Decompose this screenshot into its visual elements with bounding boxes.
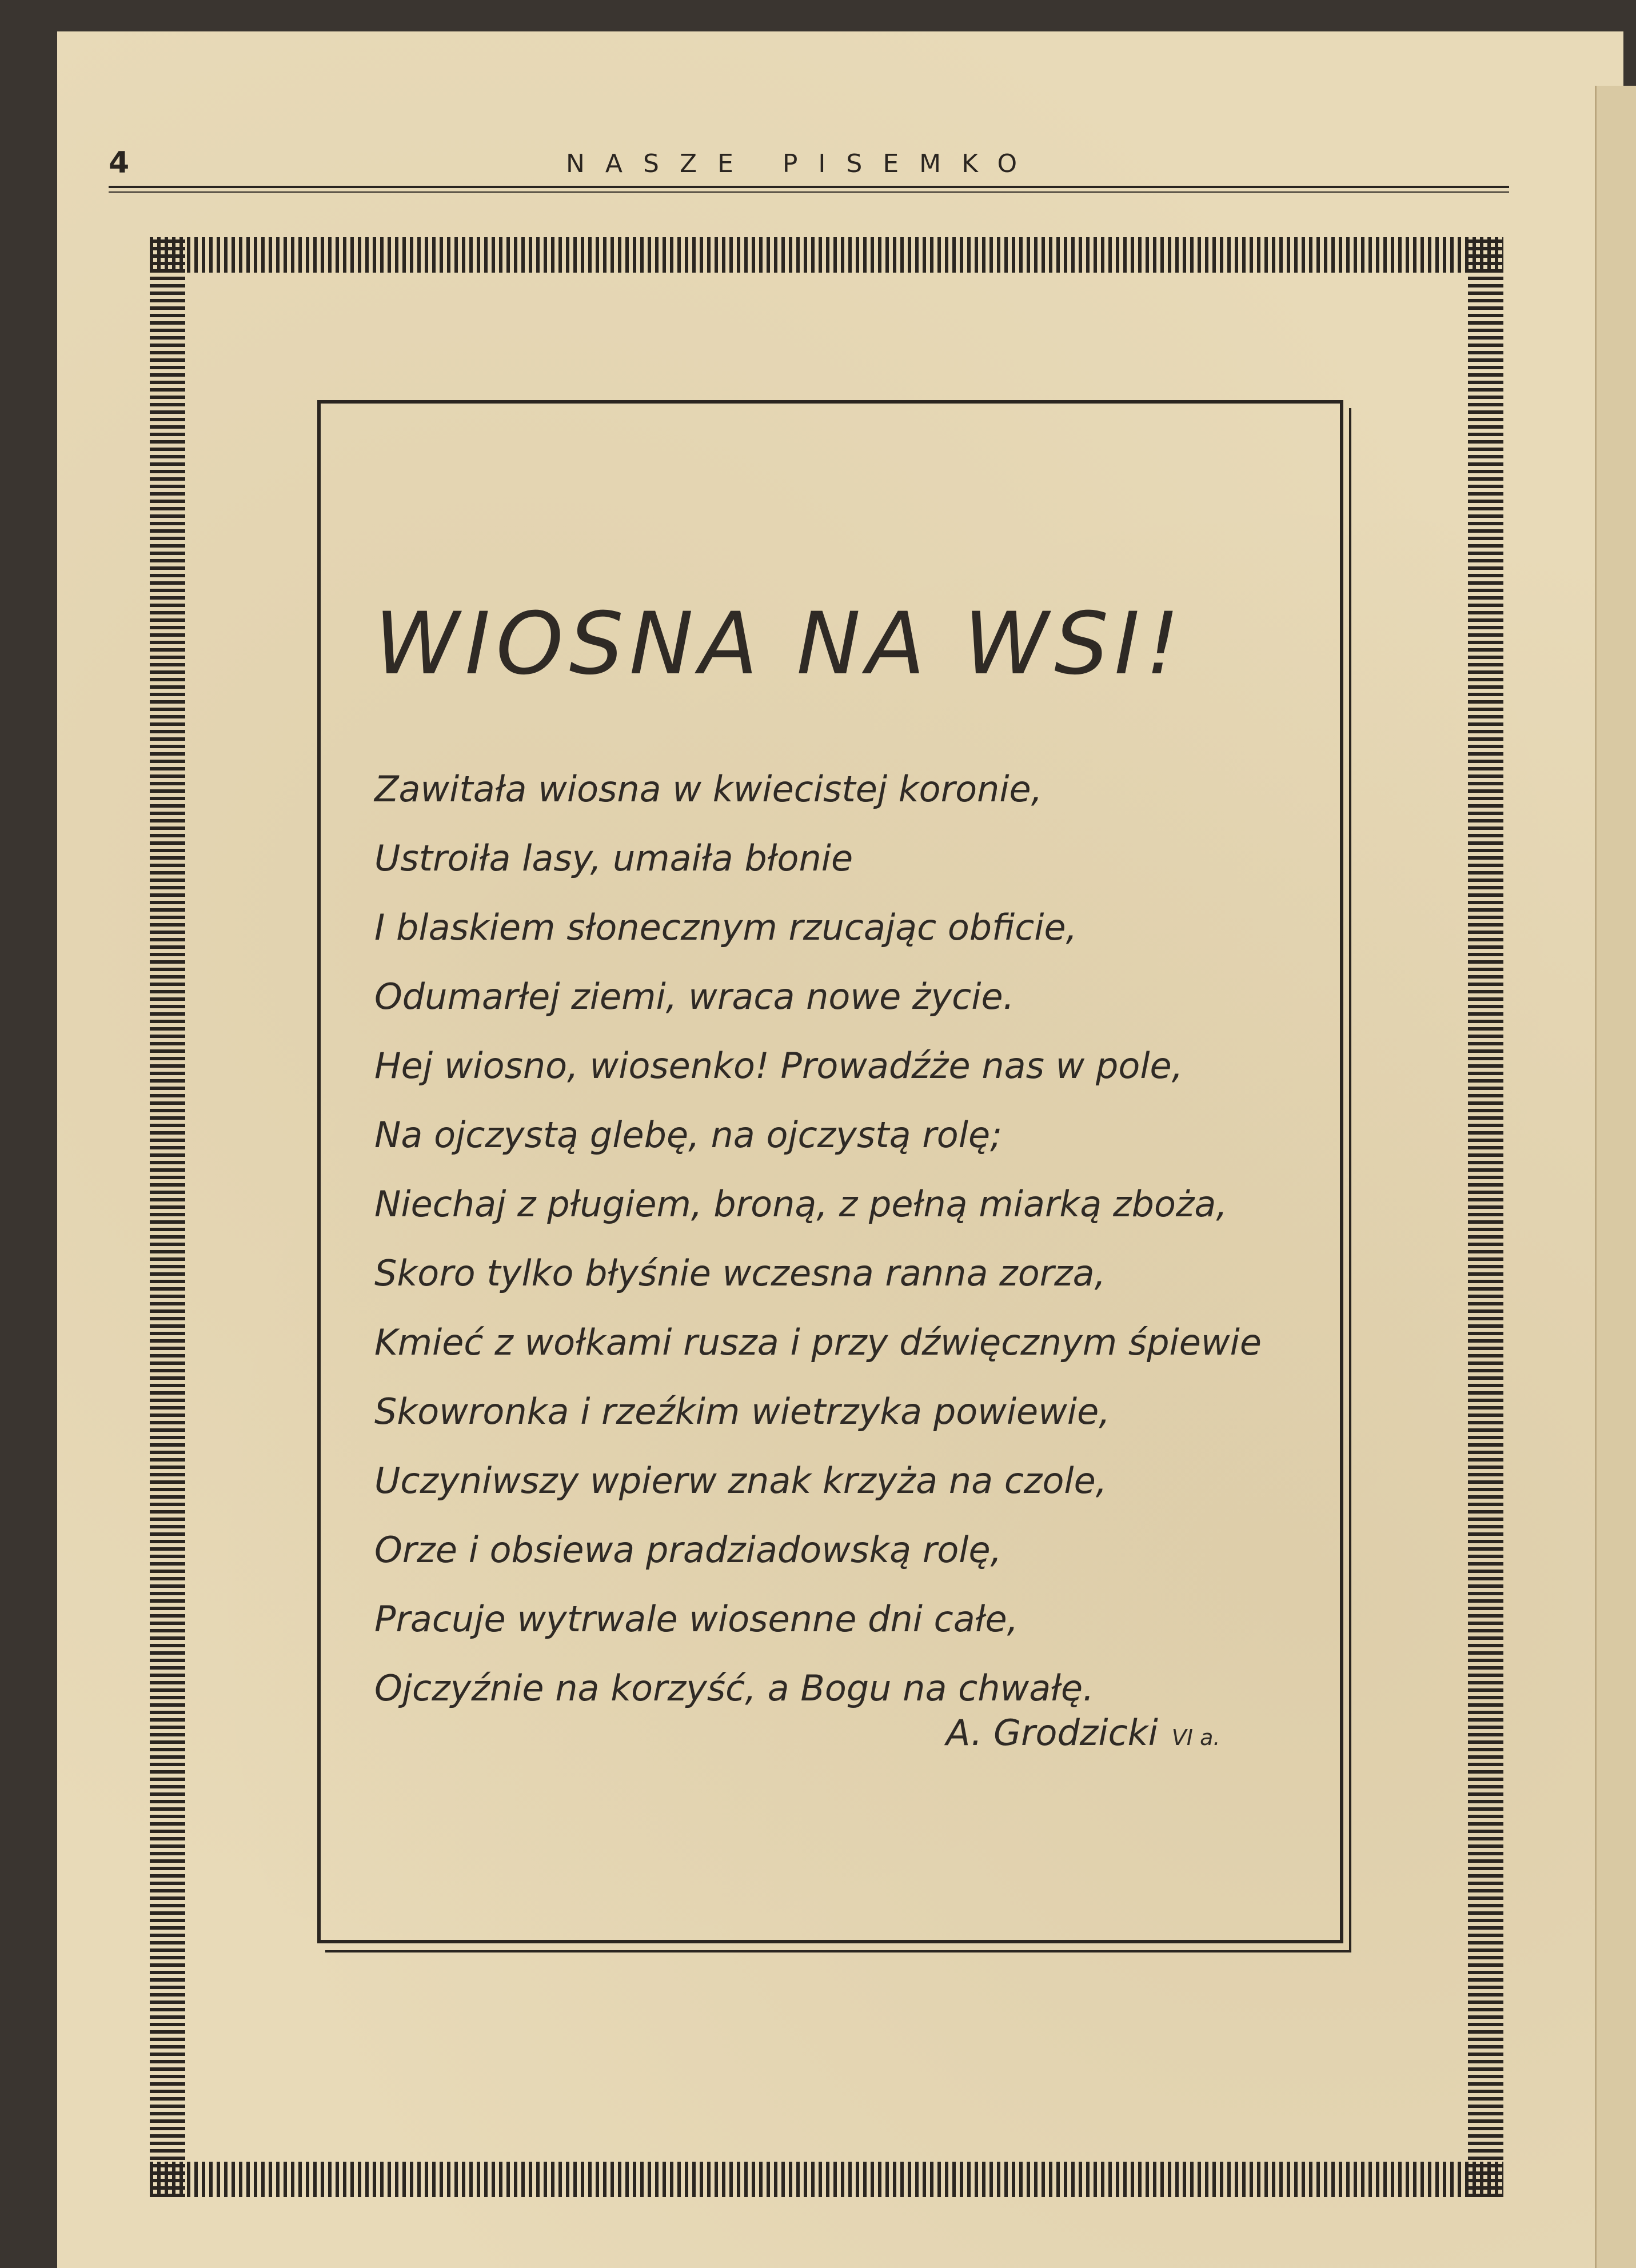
- header-rule: [109, 186, 1509, 193]
- verse-line: I blaskiem słonecznym rzucając obficie,: [374, 907, 1078, 948]
- verse-line: Na ojczystą glebę, na ojczystą rolę;: [374, 1114, 1002, 1156]
- border-right: [1468, 237, 1503, 2197]
- page-header: [109, 146, 1509, 197]
- author-name: A. Grodzicki: [946, 1712, 1158, 1754]
- border-bottom: [150, 2162, 1503, 2197]
- verse-line: Odumarłej ziemi, wraca nowe życie.: [374, 976, 1015, 1017]
- verse-line: Ojczyźnie na korzyść, a Bogu na chwałę.: [374, 1667, 1094, 1709]
- border-top: [150, 237, 1503, 273]
- verse-line: Hej wiosno, wiosenko! Prowadźże nas w pole,: [374, 1045, 1183, 1087]
- border-left: [150, 237, 185, 2197]
- verse-line: Pracuje wytrwale wiosenne dni całe,: [374, 1598, 1019, 1640]
- page-number: 4: [109, 146, 130, 180]
- next-page-edge: [1595, 86, 1636, 2268]
- signature: [946, 1712, 1220, 1754]
- poem-title: WIOSNA NA WSI!: [374, 594, 1186, 694]
- author-class: VI a.: [1171, 1725, 1220, 1750]
- poem-verses: [374, 754, 1318, 1723]
- verse-line: Skowronka i rzeźkim wietrzyka powiewie,: [374, 1391, 1110, 1432]
- verse-line: Uczyniwszy wpierw znak krzyża na czole,: [374, 1460, 1107, 1502]
- verse-line: Orze i obsiewa pradziadowską rolę,: [374, 1529, 1002, 1571]
- verse-line: Niechaj z pługiem, broną, z pełną miarką zboża,: [374, 1183, 1228, 1225]
- running-head: NASZE PISEMKO: [566, 149, 1038, 178]
- verse-line: Skoro tylko błyśnie wczesna ranna zorza,: [374, 1252, 1106, 1294]
- verse-line: Zawitała wiosna w kwiecistej koronie,: [374, 768, 1043, 810]
- verse-line: Ustroiła lasy, umaiła błonie: [374, 837, 853, 879]
- verse-line: Kmieć z wołkami rusza i przy dźwięcznym śpiewie: [374, 1321, 1262, 1363]
